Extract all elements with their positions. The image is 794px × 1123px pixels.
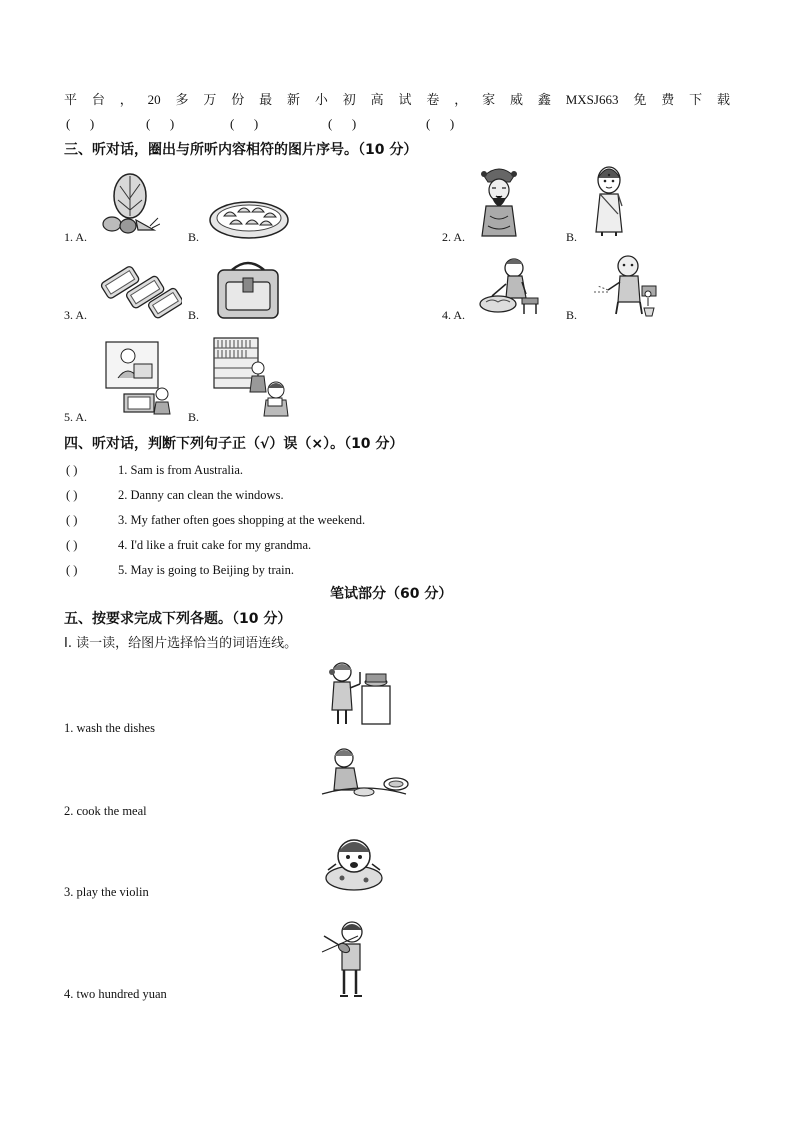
judge-sentence: 2. Danny can clean the windows. bbox=[118, 488, 284, 502]
girl-cooking-icon[interactable] bbox=[326, 660, 394, 728]
header-char: 试 bbox=[398, 92, 412, 107]
judge-sentence: 5. May is going to Beijing by train. bbox=[118, 563, 295, 577]
header-char: ， bbox=[119, 92, 133, 107]
header-char: 高 bbox=[370, 92, 384, 107]
header-char: 载 bbox=[716, 92, 730, 107]
header-char: 最 bbox=[259, 92, 273, 107]
section-4-title: 四、听对话，判断下列句子正（√）误（×）。（10 分） bbox=[64, 436, 404, 452]
word-item[interactable]: 3. play the violin bbox=[64, 885, 149, 899]
header-char: MXSJ663 bbox=[565, 92, 619, 107]
item-1-b-label: B. bbox=[188, 230, 200, 244]
header-char: 万 bbox=[203, 92, 217, 107]
judge-paren[interactable]: ( ) bbox=[66, 488, 78, 502]
item-2-a-label: 2. A. bbox=[442, 230, 466, 244]
answer-paren[interactable]: ( ) bbox=[426, 116, 455, 131]
item-3-b-label: B. bbox=[188, 308, 200, 322]
section-5-title: 五、按要求完成下列各题。（10 分） bbox=[64, 611, 292, 627]
item-5-b-label: B. bbox=[188, 410, 200, 424]
word-item[interactable]: 2. cook the meal bbox=[64, 804, 147, 818]
header-char: 平 bbox=[64, 92, 78, 107]
computer-room-icon[interactable] bbox=[104, 340, 174, 416]
watering-flowers-icon[interactable] bbox=[592, 252, 664, 318]
item-2-b-label: B. bbox=[566, 230, 578, 244]
indian-woman-icon[interactable] bbox=[588, 166, 630, 238]
header-char: 威 bbox=[509, 92, 523, 107]
header-banner bbox=[64, 90, 730, 110]
header-char: 费 bbox=[661, 92, 675, 107]
boy-swimming-icon[interactable] bbox=[322, 830, 386, 894]
item-1-a-label: 1. A. bbox=[64, 230, 88, 244]
judge-row bbox=[66, 511, 365, 529]
header-char: ， bbox=[454, 92, 468, 107]
answer-paren[interactable]: ( ) bbox=[328, 116, 357, 131]
header-char: 家 bbox=[482, 92, 496, 107]
judge-row bbox=[66, 486, 284, 504]
header-char: 鑫 bbox=[537, 92, 551, 107]
header-char: 卷 bbox=[426, 92, 440, 107]
answer-paren[interactable]: ( ) bbox=[66, 116, 95, 131]
judge-sentence: 3. My father often goes shopping at the weekend. bbox=[118, 513, 366, 527]
washing-clothes-icon[interactable] bbox=[476, 254, 542, 320]
answer-paren[interactable]: ( ) bbox=[230, 116, 259, 131]
judge-paren[interactable]: ( ) bbox=[66, 563, 78, 577]
peking-opera-icon[interactable] bbox=[476, 166, 522, 242]
header-char: 20 bbox=[147, 92, 161, 107]
item-5-a-label: 5. A. bbox=[64, 410, 88, 424]
boy-violin-icon[interactable] bbox=[320, 918, 370, 1000]
item-4-b-label: B. bbox=[566, 308, 578, 322]
word-item[interactable]: 4. two hundred yuan bbox=[64, 987, 167, 1001]
header-char: 小 bbox=[314, 92, 328, 107]
section-3-title: 三、听对话，圈出与所听内容相符的图片序号。（10 分） bbox=[64, 142, 418, 158]
judge-row bbox=[66, 536, 311, 554]
item-3-a-label: 3. A. bbox=[64, 308, 88, 322]
header-char: 下 bbox=[689, 92, 703, 107]
erasers-icon[interactable] bbox=[100, 256, 182, 320]
judge-sentence: 4. I'd like a fruit cake for my grandma. bbox=[118, 538, 312, 552]
girl-washing-dishes-icon[interactable] bbox=[316, 746, 412, 806]
header-char: 份 bbox=[231, 92, 245, 107]
word-item[interactable]: 1. wash the dishes bbox=[64, 721, 155, 735]
section-5-subtitle: I. 读一读，给图片选择恰当的词语连线。 bbox=[64, 636, 298, 651]
judge-sentence: 1. Sam is from Australia. bbox=[118, 463, 243, 477]
header-char: 初 bbox=[342, 92, 356, 107]
library-reading-icon[interactable] bbox=[212, 336, 292, 418]
judge-paren[interactable]: ( ) bbox=[66, 513, 78, 527]
item-4-a-label: 4. A. bbox=[442, 308, 466, 322]
answer-paren[interactable]: ( ) bbox=[146, 116, 175, 131]
vegetables-icon[interactable] bbox=[100, 170, 160, 238]
judge-row bbox=[66, 561, 294, 579]
written-part-title: 笔试部分（60 分） bbox=[330, 586, 453, 602]
header-char: 免 bbox=[633, 92, 647, 107]
judge-row bbox=[66, 461, 243, 479]
dumplings-icon[interactable] bbox=[208, 192, 290, 242]
header-char: 多 bbox=[175, 92, 189, 107]
header-char: 新 bbox=[286, 92, 300, 107]
judge-paren[interactable]: ( ) bbox=[66, 538, 78, 552]
schoolbag-icon[interactable] bbox=[212, 258, 284, 320]
header-char: 台 bbox=[91, 92, 105, 107]
judge-paren[interactable]: ( ) bbox=[66, 463, 78, 477]
